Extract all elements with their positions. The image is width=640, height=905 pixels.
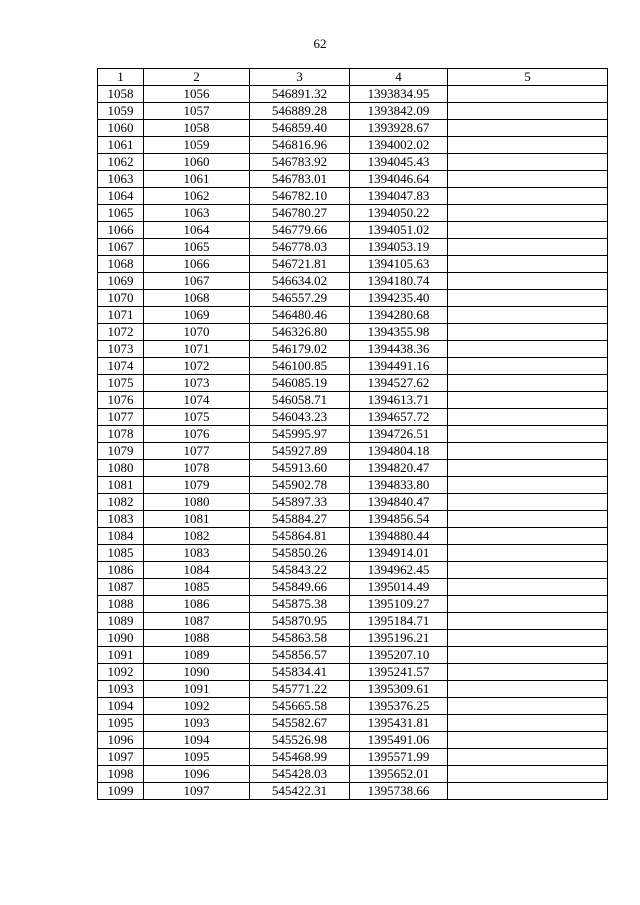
- table-cell-col-1: 1064: [98, 188, 144, 205]
- table-cell-col-1: 1071: [98, 307, 144, 324]
- table-row: [98, 460, 608, 477]
- table-cell-col-3: 546779.66: [250, 222, 350, 239]
- table-cell-col-2: 1057: [144, 103, 250, 120]
- table-cell-col-4: 1393842.09: [350, 103, 448, 120]
- table-row: [98, 766, 608, 783]
- table-cell-col-2: 1075: [144, 409, 250, 426]
- table-cell-col-4: 1394053.19: [350, 239, 448, 256]
- table-cell-col-1: 1078: [98, 426, 144, 443]
- table-cell-col-2: 1094: [144, 732, 250, 749]
- table-row: [98, 273, 608, 290]
- table-cell-col-5: [448, 86, 608, 103]
- table-cell-col-2: 1078: [144, 460, 250, 477]
- table-cell-col-5: [448, 137, 608, 154]
- table-cell-col-5: [448, 460, 608, 477]
- table-cell-col-3: 546634.02: [250, 273, 350, 290]
- table-cell-col-5: [448, 647, 608, 664]
- table-cell-col-4: 1394046.64: [350, 171, 448, 188]
- table-cell-col-5: [448, 477, 608, 494]
- table-row: [98, 120, 608, 137]
- table-cell-col-2: 1060: [144, 154, 250, 171]
- table-cell-col-5: [448, 409, 608, 426]
- table-cell-col-2: 1089: [144, 647, 250, 664]
- table-cell-col-2: 1097: [144, 783, 250, 800]
- table-cell-col-2: 1080: [144, 494, 250, 511]
- table-cell-col-3: 546783.01: [250, 171, 350, 188]
- table-cell-col-3: 546783.92: [250, 154, 350, 171]
- table-cell-col-3: 546778.03: [250, 239, 350, 256]
- table-cell-col-3: 545875.38: [250, 596, 350, 613]
- table-cell-col-1: 1083: [98, 511, 144, 528]
- table-row: [98, 375, 608, 392]
- table-cell-col-1: 1075: [98, 375, 144, 392]
- table-cell-col-2: 1070: [144, 324, 250, 341]
- table-cell-col-5: [448, 392, 608, 409]
- table-cell-col-1: 1082: [98, 494, 144, 511]
- table-cell-col-5: [448, 307, 608, 324]
- table-cell-col-1: 1058: [98, 86, 144, 103]
- table-cell-col-5: [448, 715, 608, 732]
- table-cell-col-4: 1394002.02: [350, 137, 448, 154]
- table-cell-col-5: [448, 375, 608, 392]
- table-cell-col-4: 1394045.43: [350, 154, 448, 171]
- table-cell-col-5: [448, 120, 608, 137]
- table-cell-col-3: 545913.60: [250, 460, 350, 477]
- table-cell-col-2: 1085: [144, 579, 250, 596]
- table-cell-col-5: [448, 443, 608, 460]
- table-cell-col-2: 1093: [144, 715, 250, 732]
- table-cell-col-2: 1066: [144, 256, 250, 273]
- table-cell-col-4: 1394833.80: [350, 477, 448, 494]
- table-row: [98, 732, 608, 749]
- table-cell-col-4: 1394050.22: [350, 205, 448, 222]
- table-cell-col-4: 1395309.61: [350, 681, 448, 698]
- table-cell-col-1: 1076: [98, 392, 144, 409]
- table-cell-col-5: [448, 256, 608, 273]
- table-cell-col-1: 1093: [98, 681, 144, 698]
- table-row: [98, 562, 608, 579]
- table-cell-col-3: 545468.99: [250, 749, 350, 766]
- table-cell-col-1: 1074: [98, 358, 144, 375]
- table-cell-col-1: 1066: [98, 222, 144, 239]
- table-cell-col-4: 1395014.49: [350, 579, 448, 596]
- table-cell-col-1: 1090: [98, 630, 144, 647]
- table-cell-col-4: 1394355.98: [350, 324, 448, 341]
- column-header-1: 1: [98, 69, 144, 86]
- coordinates-table: [97, 68, 608, 800]
- table-cell-col-4: 1394726.51: [350, 426, 448, 443]
- table-cell-col-3: 545870.95: [250, 613, 350, 630]
- table-row: [98, 154, 608, 171]
- table-cell-col-2: 1084: [144, 562, 250, 579]
- table-cell-col-4: 1394047.83: [350, 188, 448, 205]
- table-row: [98, 392, 608, 409]
- table-row: [98, 239, 608, 256]
- table-row: [98, 715, 608, 732]
- table-cell-col-4: 1395196.21: [350, 630, 448, 647]
- table-cell-col-3: 546557.29: [250, 290, 350, 307]
- table-row: [98, 137, 608, 154]
- table-cell-col-5: [448, 766, 608, 783]
- table-row: [98, 290, 608, 307]
- table-cell-col-2: 1083: [144, 545, 250, 562]
- table-row: [98, 86, 608, 103]
- table-cell-col-3: 545771.22: [250, 681, 350, 698]
- table-row: [98, 103, 608, 120]
- table-cell-col-5: [448, 171, 608, 188]
- table-cell-col-3: 546179.02: [250, 341, 350, 358]
- table-row: [98, 324, 608, 341]
- table-cell-col-5: [448, 681, 608, 698]
- table-body: [98, 86, 608, 800]
- table-cell-col-5: [448, 528, 608, 545]
- table-cell-col-5: [448, 596, 608, 613]
- table-cell-col-5: [448, 494, 608, 511]
- table-row: [98, 358, 608, 375]
- table-header-row: [98, 69, 608, 86]
- table-cell-col-3: 546100.85: [250, 358, 350, 375]
- table-cell-col-5: [448, 103, 608, 120]
- table-cell-col-1: 1072: [98, 324, 144, 341]
- table-cell-col-2: 1081: [144, 511, 250, 528]
- table-cell-col-4: 1395109.27: [350, 596, 448, 613]
- table-cell-col-1: 1098: [98, 766, 144, 783]
- table-cell-col-2: 1074: [144, 392, 250, 409]
- table-row: [98, 188, 608, 205]
- table-cell-col-3: 546780.27: [250, 205, 350, 222]
- table-cell-col-2: 1056: [144, 86, 250, 103]
- table-cell-col-3: 546859.40: [250, 120, 350, 137]
- table-cell-col-3: 545897.33: [250, 494, 350, 511]
- table-cell-col-5: [448, 562, 608, 579]
- table-cell-col-3: 545927.89: [250, 443, 350, 460]
- table-cell-col-5: [448, 273, 608, 290]
- table-cell-col-4: 1394856.54: [350, 511, 448, 528]
- table-cell-col-5: [448, 205, 608, 222]
- table-cell-col-1: 1099: [98, 783, 144, 800]
- table-cell-col-4: 1395491.06: [350, 732, 448, 749]
- column-header-2: 2: [144, 69, 250, 86]
- table-cell-col-2: 1077: [144, 443, 250, 460]
- table-cell-col-4: 1394438.36: [350, 341, 448, 358]
- table-cell-col-5: [448, 545, 608, 562]
- table-cell-col-4: 1395571.99: [350, 749, 448, 766]
- table-cell-col-2: 1062: [144, 188, 250, 205]
- table-cell-col-1: 1092: [98, 664, 144, 681]
- table-cell-col-3: 545428.03: [250, 766, 350, 783]
- table-cell-col-5: [448, 358, 608, 375]
- table-cell-col-1: 1095: [98, 715, 144, 732]
- table-cell-col-1: 1069: [98, 273, 144, 290]
- table-row: [98, 630, 608, 647]
- table-row: [98, 494, 608, 511]
- table-cell-col-1: 1089: [98, 613, 144, 630]
- table-cell-col-2: 1082: [144, 528, 250, 545]
- table-cell-col-4: 1394180.74: [350, 273, 448, 290]
- table-cell-col-1: 1091: [98, 647, 144, 664]
- table-cell-col-4: 1394235.40: [350, 290, 448, 307]
- table-cell-col-4: 1394280.68: [350, 307, 448, 324]
- table-cell-col-1: 1096: [98, 732, 144, 749]
- table-cell-col-2: 1064: [144, 222, 250, 239]
- table-cell-col-2: 1068: [144, 290, 250, 307]
- table-row: [98, 307, 608, 324]
- table-cell-col-1: 1068: [98, 256, 144, 273]
- table-row: [98, 443, 608, 460]
- table-cell-col-3: 545834.41: [250, 664, 350, 681]
- table-cell-col-2: 1087: [144, 613, 250, 630]
- table-cell-col-3: 546782.10: [250, 188, 350, 205]
- table-row: [98, 698, 608, 715]
- table-cell-col-1: 1088: [98, 596, 144, 613]
- table-cell-col-3: 545995.97: [250, 426, 350, 443]
- table-cell-col-1: 1065: [98, 205, 144, 222]
- table-cell-col-5: [448, 290, 608, 307]
- table-cell-col-4: 1394820.47: [350, 460, 448, 477]
- table-cell-col-2: 1086: [144, 596, 250, 613]
- table-row: [98, 477, 608, 494]
- table-cell-col-4: 1393928.67: [350, 120, 448, 137]
- table-cell-col-3: 545849.66: [250, 579, 350, 596]
- table-cell-col-5: [448, 783, 608, 800]
- table-cell-col-3: 546480.46: [250, 307, 350, 324]
- table-cell-col-1: 1085: [98, 545, 144, 562]
- table-cell-col-1: 1067: [98, 239, 144, 256]
- table-cell-col-5: [448, 341, 608, 358]
- table-cell-col-2: 1065: [144, 239, 250, 256]
- table-cell-col-2: 1063: [144, 205, 250, 222]
- table-cell-col-4: 1394962.45: [350, 562, 448, 579]
- table-row: [98, 171, 608, 188]
- table-cell-col-3: 545856.57: [250, 647, 350, 664]
- table-cell-col-1: 1060: [98, 120, 144, 137]
- table-cell-col-3: 546085.19: [250, 375, 350, 392]
- table-cell-col-5: [448, 698, 608, 715]
- table-cell-col-3: 545422.31: [250, 783, 350, 800]
- table-cell-col-4: 1395376.25: [350, 698, 448, 715]
- table-cell-col-5: [448, 222, 608, 239]
- table-row: [98, 409, 608, 426]
- table-cell-col-2: 1073: [144, 375, 250, 392]
- table-cell-col-2: 1069: [144, 307, 250, 324]
- table-cell-col-4: 1394051.02: [350, 222, 448, 239]
- table-cell-col-3: 545864.81: [250, 528, 350, 545]
- table-cell-col-4: 1395184.71: [350, 613, 448, 630]
- table-cell-col-3: 545526.98: [250, 732, 350, 749]
- table-cell-col-3: 545665.58: [250, 698, 350, 715]
- table-row: [98, 511, 608, 528]
- table-row: [98, 664, 608, 681]
- table-cell-col-2: 1061: [144, 171, 250, 188]
- column-header-5: 5: [448, 69, 608, 86]
- page-number: 62: [313, 36, 327, 51]
- table-cell-col-2: 1076: [144, 426, 250, 443]
- table-row: [98, 256, 608, 273]
- table-cell-col-2: 1067: [144, 273, 250, 290]
- table-cell-col-3: 546043.23: [250, 409, 350, 426]
- table-cell-col-4: 1395652.01: [350, 766, 448, 783]
- table-cell-col-1: 1070: [98, 290, 144, 307]
- column-header-3: 3: [250, 69, 350, 86]
- table-cell-col-5: [448, 664, 608, 681]
- table-cell-col-1: 1062: [98, 154, 144, 171]
- table-cell-col-5: [448, 188, 608, 205]
- table-cell-col-5: [448, 732, 608, 749]
- table-cell-col-1: 1061: [98, 137, 144, 154]
- table-cell-col-3: 545843.22: [250, 562, 350, 579]
- table-cell-col-2: 1072: [144, 358, 250, 375]
- table-cell-col-2: 1059: [144, 137, 250, 154]
- table-cell-col-1: 1094: [98, 698, 144, 715]
- table-cell-col-1: 1059: [98, 103, 144, 120]
- table-cell-col-4: 1394491.16: [350, 358, 448, 375]
- table-cell-col-4: 1394804.18: [350, 443, 448, 460]
- table-row: [98, 579, 608, 596]
- table-cell-col-3: 545884.27: [250, 511, 350, 528]
- table-cell-col-5: [448, 630, 608, 647]
- table-cell-col-5: [448, 613, 608, 630]
- table-cell-col-2: 1091: [144, 681, 250, 698]
- table-cell-col-4: 1394657.72: [350, 409, 448, 426]
- table-row: [98, 528, 608, 545]
- table-row: [98, 205, 608, 222]
- table-cell-col-2: 1096: [144, 766, 250, 783]
- table-row: [98, 545, 608, 562]
- table-row: [98, 426, 608, 443]
- table-row: [98, 596, 608, 613]
- table-row: [98, 647, 608, 664]
- table-cell-col-5: [448, 511, 608, 528]
- table-cell-col-5: [448, 749, 608, 766]
- table-row: [98, 749, 608, 766]
- table-cell-col-4: 1393834.95: [350, 86, 448, 103]
- table-cell-col-3: 546891.32: [250, 86, 350, 103]
- table-cell-col-1: 1086: [98, 562, 144, 579]
- table-cell-col-1: 1087: [98, 579, 144, 596]
- table-cell-col-2: 1079: [144, 477, 250, 494]
- table-cell-col-3: 546889.28: [250, 103, 350, 120]
- table-cell-col-2: 1071: [144, 341, 250, 358]
- table-cell-col-3: 545863.58: [250, 630, 350, 647]
- table-cell-col-4: 1394613.71: [350, 392, 448, 409]
- table-cell-col-2: 1088: [144, 630, 250, 647]
- table-cell-col-3: 546058.71: [250, 392, 350, 409]
- table-cell-col-1: 1077: [98, 409, 144, 426]
- table-row: [98, 613, 608, 630]
- table-cell-col-4: 1395207.10: [350, 647, 448, 664]
- table-cell-col-1: 1084: [98, 528, 144, 545]
- table-cell-col-5: [448, 324, 608, 341]
- table-cell-col-1: 1097: [98, 749, 144, 766]
- table-cell-col-3: 545582.67: [250, 715, 350, 732]
- table-cell-col-1: 1080: [98, 460, 144, 477]
- table-cell-col-2: 1092: [144, 698, 250, 715]
- table-cell-col-1: 1081: [98, 477, 144, 494]
- table-cell-col-3: 545902.78: [250, 477, 350, 494]
- table-row: [98, 783, 608, 800]
- table-cell-col-3: 545850.26: [250, 545, 350, 562]
- table-cell-col-3: 546326.80: [250, 324, 350, 341]
- table-cell-col-4: 1395241.57: [350, 664, 448, 681]
- table-cell-col-1: 1063: [98, 171, 144, 188]
- table-cell-col-3: 546721.81: [250, 256, 350, 273]
- table-cell-col-4: 1395738.66: [350, 783, 448, 800]
- table-cell-col-2: 1095: [144, 749, 250, 766]
- table-cell-col-2: 1090: [144, 664, 250, 681]
- table-cell-col-4: 1394914.01: [350, 545, 448, 562]
- table-cell-col-4: 1394840.47: [350, 494, 448, 511]
- table-cell-col-1: 1079: [98, 443, 144, 460]
- table-cell-col-3: 546816.96: [250, 137, 350, 154]
- column-header-4: 4: [350, 69, 448, 86]
- table-cell-col-4: 1395431.81: [350, 715, 448, 732]
- table-row: [98, 341, 608, 358]
- table-row: [98, 222, 608, 239]
- table-cell-col-5: [448, 154, 608, 171]
- table-cell-col-4: 1394880.44: [350, 528, 448, 545]
- table-cell-col-4: 1394105.63: [350, 256, 448, 273]
- table-row: [98, 681, 608, 698]
- table-cell-col-4: 1394527.62: [350, 375, 448, 392]
- table-cell-col-2: 1058: [144, 120, 250, 137]
- table-cell-col-5: [448, 579, 608, 596]
- table-cell-col-5: [448, 239, 608, 256]
- table-cell-col-1: 1073: [98, 341, 144, 358]
- table-cell-col-5: [448, 426, 608, 443]
